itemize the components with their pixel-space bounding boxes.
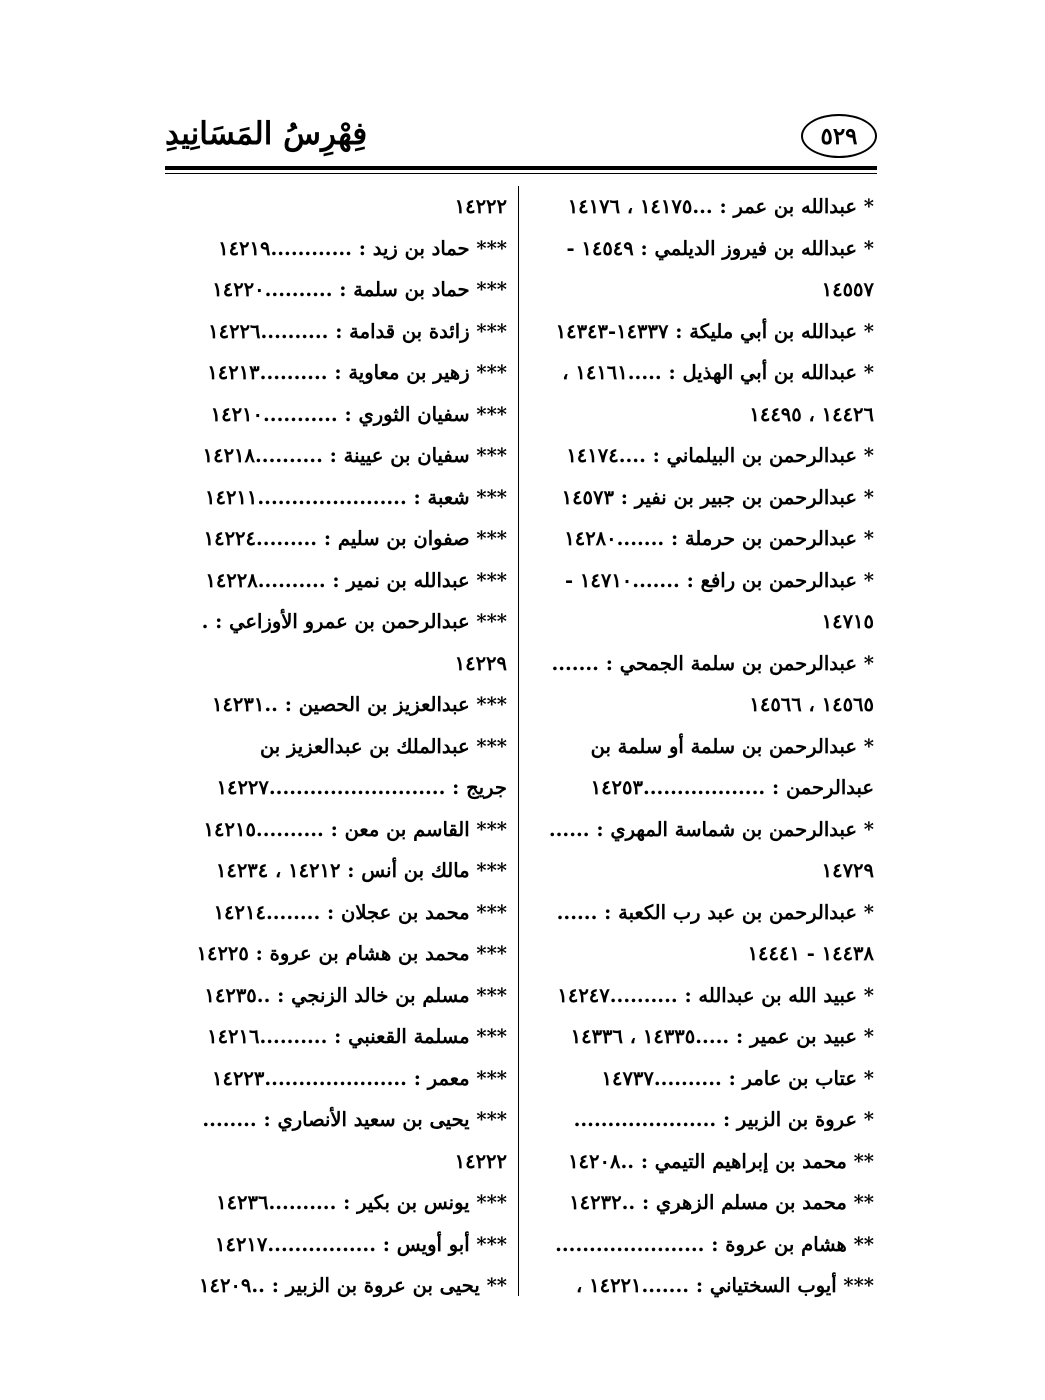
index-line: ١٤٤٣٨ - ١٤٤٤١ [747, 942, 874, 965]
index-line: * عروة بن الزبير : ..................... [573, 1108, 874, 1131]
header-rule-thick [165, 166, 877, 170]
index-line: * عبدالرحمن بن سلمة الجمحي : ....... [551, 651, 874, 675]
index-line: *** حماد بن زيد : ............١٤٢١٩ [218, 236, 507, 260]
index-line: * عبيد بن عمير : .....١٤٣٣٥ ، ١٤٣٣٦ [570, 1025, 874, 1048]
index-line: * عبدالرحمن بن شماسة المهري : ...... [548, 817, 874, 841]
index-line: *** محمد بن عجلان : ........١٤٢١٤ [213, 900, 507, 924]
index-line: *** مسلمة القعنبي : ..........١٤٢١٦ [207, 1025, 507, 1048]
index-line: جريج : ..........................١٤٢٢٧ [216, 776, 507, 799]
index-line: *** حماد بن سلمة : ..........١٤٢٢٠ [212, 278, 507, 301]
header-rule-thin [165, 173, 877, 174]
index-line: * عتاب بن عامر : ..........١٤٧٣٧ [601, 1066, 874, 1090]
index-line: *** زهير بن معاوية : ..........١٤٢١٣ [207, 361, 507, 384]
index-line: *** القاسم بن معن : ..........١٤٢١٥ [203, 817, 507, 841]
index-line: *** يونس بن بكير : ..........١٤٢٣٦ [216, 1191, 507, 1214]
index-line: *** مالك بن أنس : ١٤٢١٢ ، ١٤٢٣٤ [215, 859, 507, 882]
index-line: ١٤٥٥٧ [821, 278, 874, 301]
index-line: * عبدالله بن أبي مليكة : ١٤٣٣٧-١٤٣٤٣ [555, 319, 874, 343]
index-column-left [163, 186, 507, 1307]
index-line: * عبيد الله بن عبدالله : ..........١٤٢٤٧ [557, 983, 874, 1007]
index-line: * عبدالرحمن بن جبير بن نفير : ١٤٥٧٣ [561, 485, 874, 509]
index-line: ١٤٧٢٩ [821, 859, 874, 882]
index-line: * عبدالله بن فيروز الديلمي : ١٤٥٤٩ - [566, 236, 874, 260]
index-line: ** هشام بن عروة : ...................... [555, 1232, 874, 1256]
index-column-right [530, 186, 874, 1307]
index-line: * عبدالرحمن بن حرملة : .......١٤٢٨٠ [564, 527, 874, 550]
index-line: *** محمد بن هشام بن عروة : ١٤٢٢٥ [196, 942, 507, 965]
index-line: ١٤٤٢٦ ، ١٤٤٩٥ [749, 402, 874, 426]
index-line: ١٤٧١٥ [821, 610, 874, 633]
index-line: * عبدالرحمن بن البيلماني : ....١٤١٧٤ [566, 444, 874, 467]
index-line: *** سفيان الثوري : ...........١٤٢١٠ [210, 402, 507, 426]
index-line: * عبدالله بن أبي الهذيل : .....١٤١٦١ ، [562, 361, 874, 384]
index-line: *** زائدة بن قدامة : ..........١٤٢٢٦ [208, 319, 507, 343]
index-line: *** أيوب السختياني : .......١٤٢٢١ ، [576, 1274, 874, 1297]
index-line: ١٤٢٢٢ [454, 1149, 507, 1173]
index-line: *** عبدالرحمن بن عمرو الأوزاعي : . [201, 610, 507, 633]
index-line: * عبدالرحمن بن عبد رب الكعبة : ...... [556, 900, 874, 924]
page-header [165, 112, 877, 164]
index-line: ١٤٢٢٩ [454, 651, 507, 675]
index-line: *** معمر : .....................١٤٢٢٣ [212, 1066, 507, 1090]
column-divider [518, 186, 519, 1296]
index-line: *** عبدالعزيز بن الحصين : ..١٤٢٣١ [211, 693, 507, 716]
page-title: فِهْرِسُ المَسَانِيدِ [165, 116, 368, 152]
index-line: ** محمد بن إبراهيم التيمي : ..١٤٢٠٨ [568, 1149, 874, 1173]
index-line: *** سفيان بن عيينة : ..........١٤٢١٨ [202, 444, 507, 467]
index-line: ** محمد بن مسلم الزهري : ..١٤٢٣٢ [569, 1191, 874, 1214]
index-line: * عبدالرحمن بن سلمة أو سلمة بن [590, 734, 874, 758]
index-line: *** يحيى بن سعيد الأنصاري : ........ [202, 1108, 507, 1131]
index-line: عبدالرحمن : ..................١٤٢٥٣ [590, 776, 874, 799]
page-number-badge: ٥٢٩ [801, 114, 877, 158]
index-line: *** صفوان بن سليم : .........١٤٢٢٤ [203, 527, 507, 550]
index-line: ** يحيى بن عروة بن الزبير : ..١٤٢٠٩ [199, 1274, 507, 1297]
index-line: *** مسلم بن خالد الزنجي : ..١٤٢٣٥ [204, 983, 507, 1007]
index-line: *** عبدالله بن نمير : ..........١٤٢٢٨ [205, 568, 507, 592]
index-line: *** أبو أويس : ................١٤٢١٧ [215, 1232, 507, 1256]
index-line: ١٤٥٦٥ ، ١٤٥٦٦ [749, 693, 874, 716]
index-line: * عبدالرحمن بن رافع : .......١٤٧١٠ - [565, 568, 874, 592]
index-line: *** شعبة : ......................١٤٢١١ [205, 485, 507, 509]
index-line: ١٤٢٢٢ [454, 195, 507, 218]
index-line: *** عبدالملك بن عبدالعزيز بن [259, 734, 507, 758]
index-line: * عبدالله بن عمر : ...١٤١٧٥ ، ١٤١٧٦ [567, 195, 874, 218]
